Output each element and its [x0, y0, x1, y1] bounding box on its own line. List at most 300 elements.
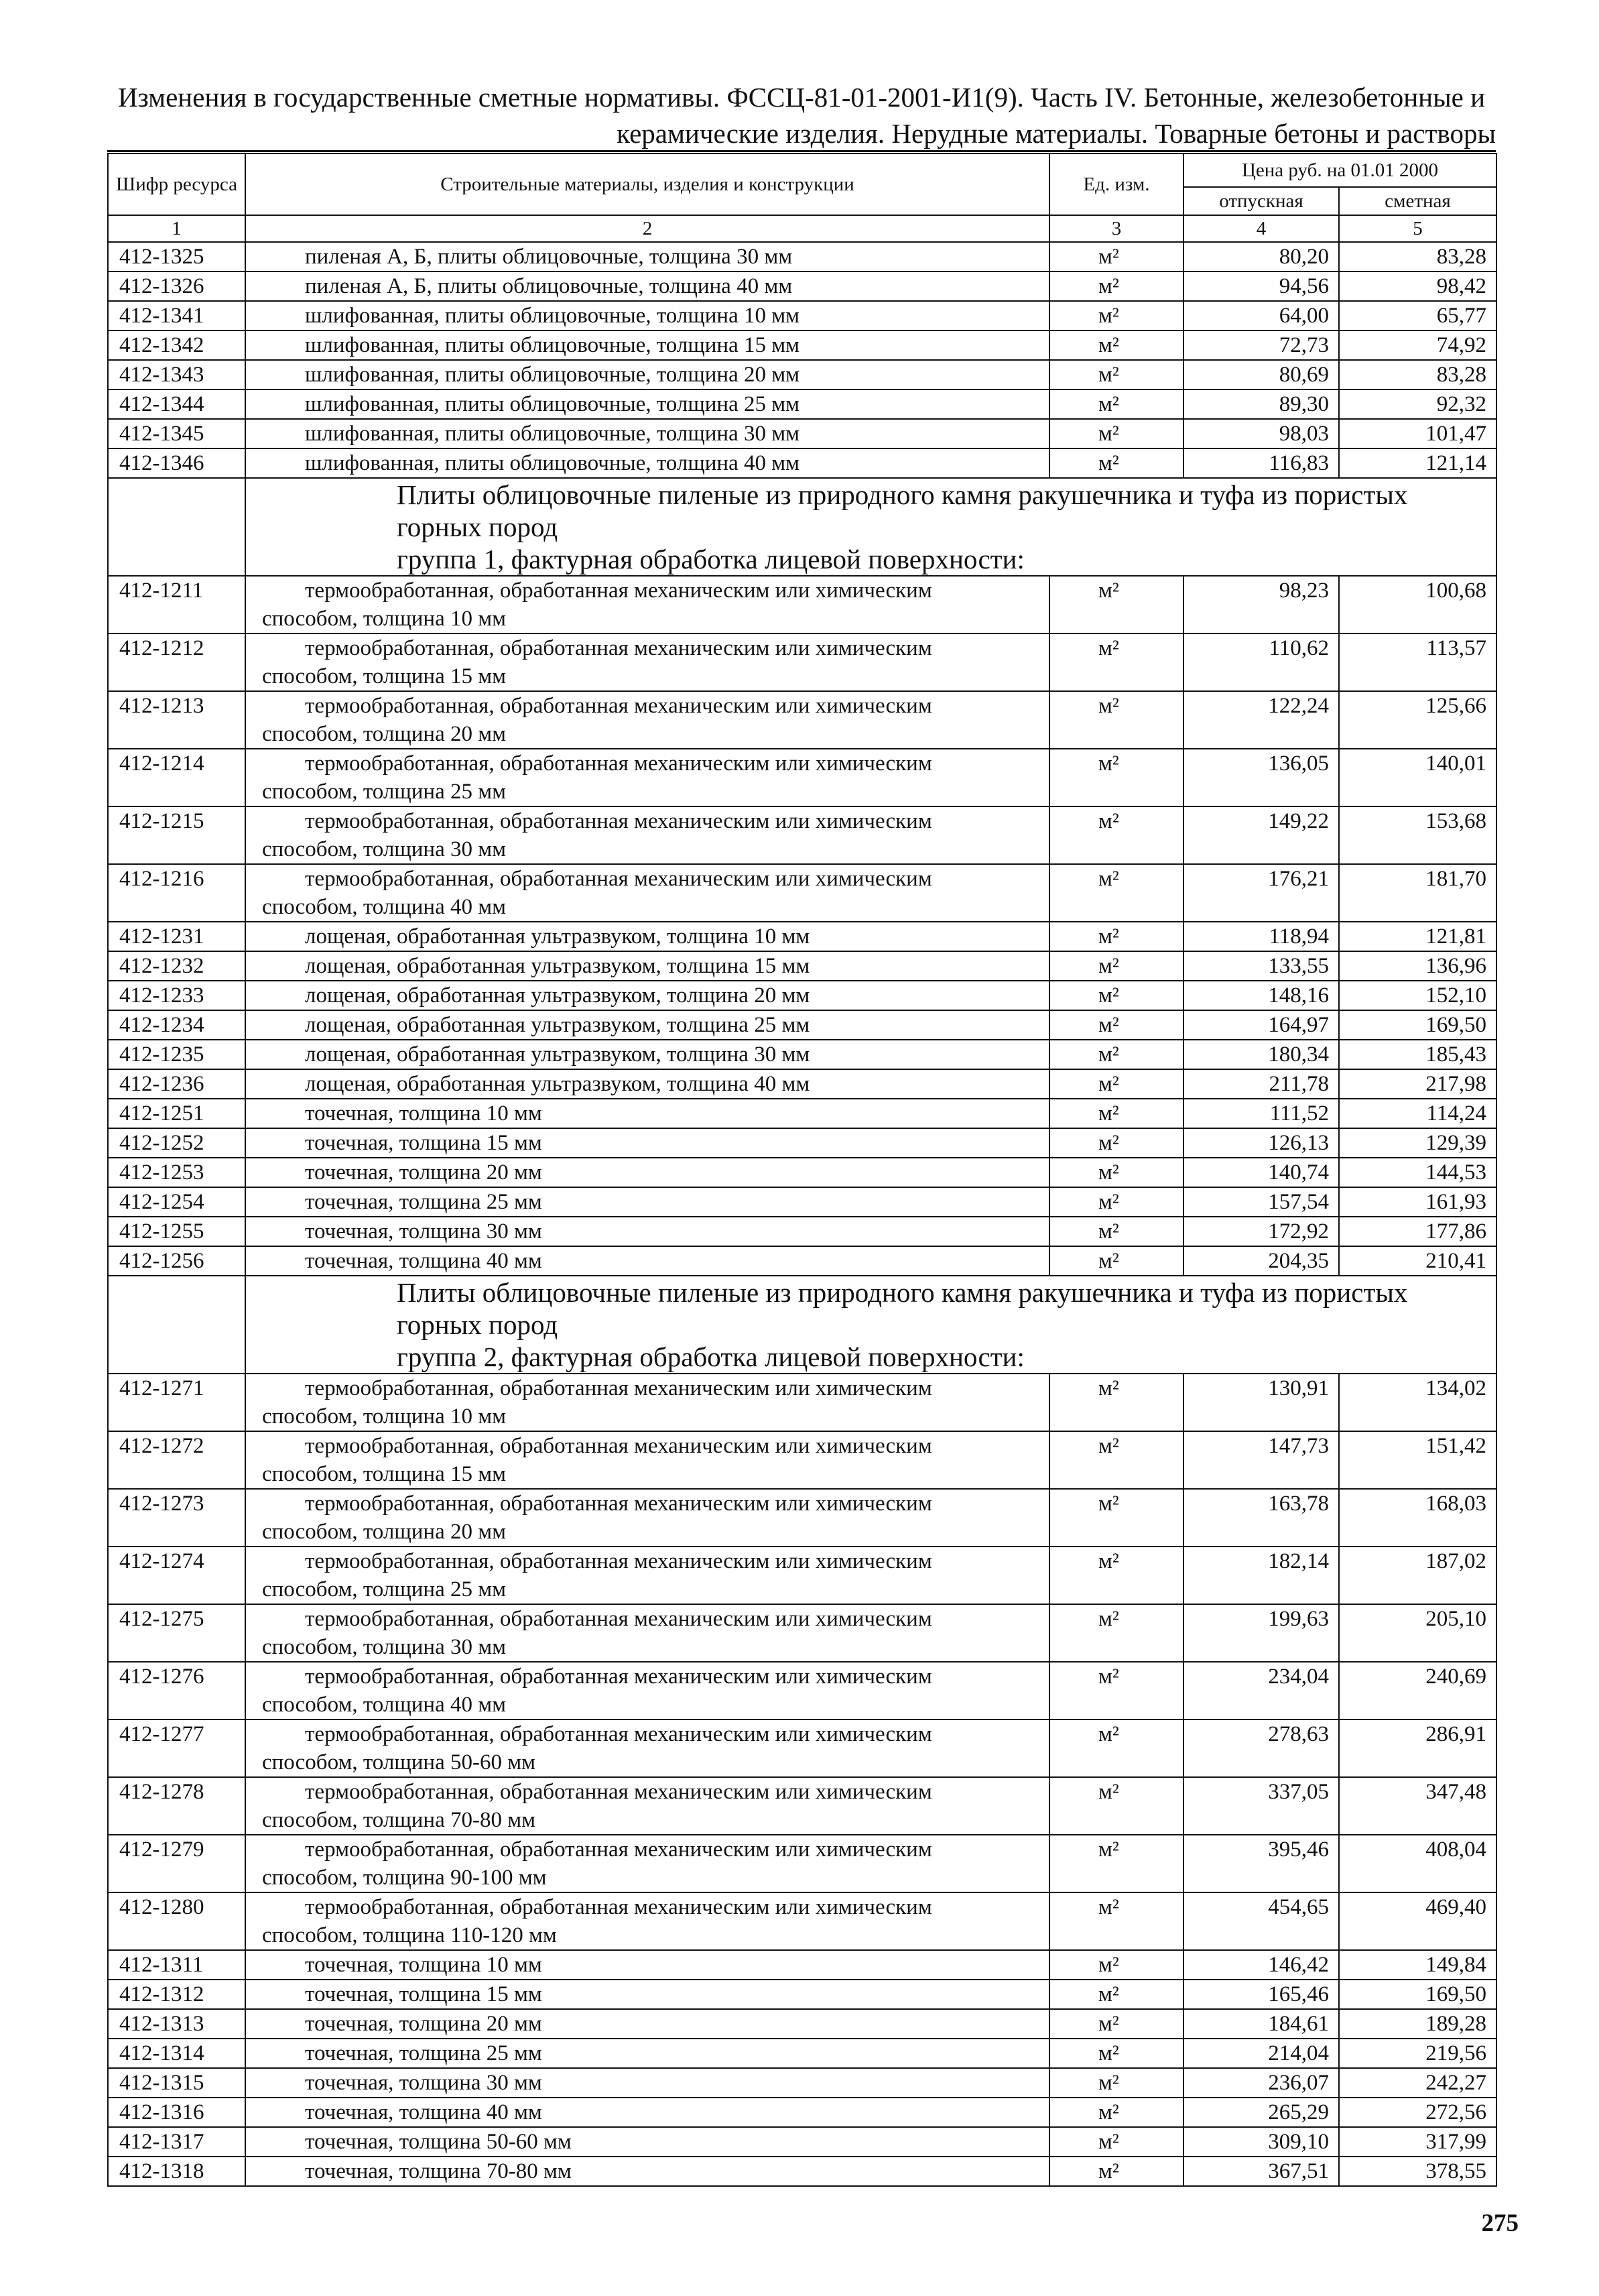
material-name-cell [245, 1099, 1049, 1128]
material-name: термообработанная, обработанная механическим или химическим [305, 1434, 932, 1458]
group-heading-line1: Плиты облицовочные пиленые из природного камня ракушечника и туфа из пористых горных пород [397, 479, 1408, 542]
material-name-cell [245, 1010, 1049, 1040]
material-name-cell [245, 2009, 1049, 2039]
table-row [108, 301, 1496, 330]
material-name: шлифованная, плиты облицовочные, толщина 25 мм [305, 392, 800, 416]
release-price: 454,65 [1184, 1892, 1339, 1950]
material-name: термообработанная, обработанная механическим или химическим [305, 1376, 932, 1400]
resource-code: 412-1315 [108, 2068, 245, 2098]
resource-code: 412-1277 [108, 1719, 245, 1777]
material-name: лощеная, обработанная ультразвуком, толщина 20 мм [305, 983, 810, 1008]
unit: м² [1049, 1777, 1184, 1835]
release-price: 236,07 [1184, 2068, 1339, 2098]
group-code-cell [108, 1276, 245, 1374]
material-name-cell [245, 1980, 1049, 2009]
release-price: 148,16 [1184, 981, 1339, 1010]
resource-code: 412-1278 [108, 1777, 245, 1835]
table-row [108, 2098, 1496, 2127]
release-price: 149,22 [1184, 806, 1339, 864]
release-price: 199,63 [1184, 1604, 1339, 1662]
table-section-a [108, 242, 1496, 478]
table-row [108, 2127, 1496, 2157]
unit: м² [1049, 1892, 1184, 1950]
release-price: 110,62 [1184, 633, 1339, 691]
release-price: 337,05 [1184, 1777, 1339, 1835]
unit: м² [1049, 951, 1184, 981]
material-name-cell [245, 389, 1049, 419]
material-name: термообработанная, обработанная механическим или химическим [305, 1607, 932, 1631]
unit: м² [1049, 2068, 1184, 2098]
release-price: 80,69 [1184, 360, 1339, 389]
material-name-cell [245, 1217, 1049, 1246]
material-name-continuation: способом, толщина 110-120 мм [262, 1923, 557, 1947]
column-number: 4 [1184, 215, 1339, 242]
release-price: 309,10 [1184, 2127, 1339, 2157]
material-name-cell [245, 864, 1049, 922]
table-row [108, 1010, 1496, 1040]
estimate-price: 185,43 [1339, 1040, 1496, 1069]
material-name: термообработанная, обработанная механическим или химическим [305, 809, 932, 833]
material-name-cell [245, 951, 1049, 981]
table-header [108, 154, 1496, 242]
resource-code: 412-1234 [108, 1010, 245, 1040]
material-name-cell [245, 448, 1049, 478]
resource-code: 412-1212 [108, 633, 245, 691]
table-row [108, 1547, 1496, 1604]
estimate-price: 469,40 [1339, 1892, 1496, 1950]
material-name-cell [245, 1892, 1049, 1950]
estimate-price: 240,69 [1339, 1662, 1496, 1719]
release-price: 80,20 [1184, 242, 1339, 271]
material-name: шлифованная, плиты облицовочные, толщина 20 мм [305, 363, 800, 387]
unit: м² [1049, 1010, 1184, 1040]
unit: м² [1049, 2127, 1184, 2157]
material-name: шлифованная, плиты облицовочные, толщина 10 мм [305, 304, 800, 328]
material-name-cell [245, 1950, 1049, 1980]
estimate-price: 92,32 [1339, 389, 1496, 419]
resource-code: 412-1215 [108, 806, 245, 864]
release-price: 395,46 [1184, 1835, 1339, 1892]
unit: м² [1049, 1662, 1184, 1719]
release-price: 157,54 [1184, 1187, 1339, 1217]
table-row [108, 922, 1496, 951]
unit: м² [1049, 1246, 1184, 1276]
estimate-price: 121,14 [1339, 448, 1496, 478]
unit: м² [1049, 806, 1184, 864]
estimate-price: 286,91 [1339, 1719, 1496, 1777]
material-name-continuation: способом, толщина 40 мм [262, 895, 506, 919]
material-name: термообработанная, обработанная механическим или химическим [305, 1722, 932, 1746]
resource-code: 412-1325 [108, 242, 245, 271]
estimate-price: 149,84 [1339, 1950, 1496, 1980]
table-row [108, 419, 1496, 448]
estimate-price: 144,53 [1339, 1158, 1496, 1187]
resource-code: 412-1318 [108, 2157, 245, 2186]
estimate-price: 168,03 [1339, 1489, 1496, 1547]
release-price: 136,05 [1184, 749, 1339, 806]
estimate-price: 121,81 [1339, 922, 1496, 951]
unit: м² [1049, 1187, 1184, 1217]
header-price: Цена руб. на 01.01 2000 [1184, 154, 1496, 187]
table-row [108, 1187, 1496, 1217]
unit: м² [1049, 691, 1184, 749]
group-heading-2 [108, 1276, 1496, 1374]
material-name: точечная, толщина 40 мм [305, 2100, 542, 2124]
estimate-price: 152,10 [1339, 981, 1496, 1010]
material-name: точечная, толщина 70-80 мм [305, 2159, 572, 2183]
material-name-continuation: способом, толщина 90-100 мм [262, 1866, 547, 1890]
estimate-price: 151,42 [1339, 1431, 1496, 1489]
group-heading-cell [245, 478, 1496, 576]
group-heading-line1: Плиты облицовочные пиленые из природного камня ракушечника и туфа из пористых горных пород [397, 1277, 1408, 1340]
unit: м² [1049, 1374, 1184, 1431]
material-name-cell [245, 1374, 1049, 1431]
table-row [108, 691, 1496, 749]
material-name: лощеная, обработанная ультразвуком, толщина 10 мм [305, 924, 810, 949]
resource-code: 412-1275 [108, 1604, 245, 1662]
material-name-cell [245, 301, 1049, 330]
header-release-price: отпускная [1184, 187, 1339, 215]
release-price: 182,14 [1184, 1547, 1339, 1604]
estimate-price: 205,10 [1339, 1604, 1496, 1662]
material-name: пиленая А, Б, плиты облицовочные, толщина 30 мм [305, 245, 793, 269]
estimate-price: 169,50 [1339, 1980, 1496, 2009]
release-price: 180,34 [1184, 1040, 1339, 1069]
header-rule [107, 150, 1496, 152]
material-name-continuation: способом, толщина 15 мм [262, 664, 506, 688]
material-name-continuation: способом, толщина 20 мм [262, 1520, 506, 1544]
unit: м² [1049, 242, 1184, 271]
resource-code: 412-1345 [108, 419, 245, 448]
table-row [108, 1489, 1496, 1547]
table-row [108, 1835, 1496, 1892]
group-heading-line2: группа 1, фактурная обработка лицевой поверхности: [397, 544, 1025, 575]
estimate-price: 98,42 [1339, 271, 1496, 301]
material-name-continuation: способом, толщина 25 мм [262, 1577, 506, 1602]
table-row [108, 1431, 1496, 1489]
unit: м² [1049, 1547, 1184, 1604]
unit: м² [1049, 271, 1184, 301]
material-name-cell [245, 1547, 1049, 1604]
resource-code: 412-1342 [108, 330, 245, 360]
table-row [108, 1374, 1496, 1431]
material-name: точечная, толщина 25 мм [305, 2041, 542, 2065]
resource-code: 412-1279 [108, 1835, 245, 1892]
page-header [107, 79, 1496, 152]
estimate-price: 169,50 [1339, 1010, 1496, 1040]
material-name-cell [245, 2157, 1049, 2186]
group-heading-line2: группа 2, фактурная обработка лицевой поверхности: [397, 1341, 1025, 1372]
table-row [108, 1950, 1496, 1980]
table-section-c [108, 922, 1496, 1276]
estimate-price: 187,02 [1339, 1547, 1496, 1604]
material-name-cell [245, 242, 1049, 271]
material-name: термообработанная, обработанная механическим или химическим [305, 1549, 932, 1573]
estimate-price: 83,28 [1339, 360, 1496, 389]
material-name: шлифованная, плиты облицовочные, толщина 30 мм [305, 422, 800, 446]
resource-code: 412-1341 [108, 301, 245, 330]
resource-code: 412-1252 [108, 1128, 245, 1158]
material-name-continuation: способом, толщина 30 мм [262, 1635, 506, 1659]
material-name-cell [245, 2098, 1049, 2127]
estimate-price: 114,24 [1339, 1099, 1496, 1128]
unit: м² [1049, 2098, 1184, 2127]
material-name: термообработанная, обработанная механическим или химическим [305, 1780, 932, 1804]
resource-code: 412-1213 [108, 691, 245, 749]
release-price: 118,94 [1184, 922, 1339, 951]
estimate-price: 65,77 [1339, 301, 1496, 330]
resource-code: 412-1211 [108, 576, 245, 633]
table-row [108, 2068, 1496, 2098]
column-numbers-row [108, 215, 1496, 242]
table-row [108, 2009, 1496, 2039]
unit: м² [1049, 448, 1184, 478]
table-row [108, 2157, 1496, 2186]
header-title-line1: Изменения в государственные сметные нормативы. ФССЦ-81-01-2001-И1(9). Часть IV. Бетонные, железобетонные и [117, 82, 1486, 113]
column-number: 1 [108, 215, 245, 242]
price-table [107, 153, 1497, 2187]
estimate-price: 181,70 [1339, 864, 1496, 922]
table-row [108, 1604, 1496, 1662]
group-heading-cell [245, 1276, 1496, 1374]
unit: м² [1049, 2039, 1184, 2068]
material-name-continuation: способом, толщина 10 мм [262, 607, 506, 631]
unit: м² [1049, 2157, 1184, 2186]
material-name-cell [245, 633, 1049, 691]
material-name-cell [245, 749, 1049, 806]
group-code-cell [108, 478, 245, 576]
resource-code: 412-1326 [108, 271, 245, 301]
header-name: Строительные материалы, изделия и конструкции [245, 154, 1049, 215]
unit: м² [1049, 1835, 1184, 1892]
unit: м² [1049, 2009, 1184, 2039]
material-name-cell [245, 1662, 1049, 1719]
release-price: 130,91 [1184, 1374, 1339, 1431]
unit: м² [1049, 360, 1184, 389]
material-name: лощеная, обработанная ультразвуком, толщина 15 мм [305, 954, 810, 978]
release-price: 98,23 [1184, 576, 1339, 633]
material-name: точечная, толщина 10 мм [305, 1953, 542, 1977]
table-row [108, 1980, 1496, 2009]
group-heading-1 [108, 478, 1496, 576]
unit: м² [1049, 1099, 1184, 1128]
unit: м² [1049, 1431, 1184, 1489]
resource-code: 412-1343 [108, 360, 245, 389]
material-name-continuation: способом, толщина 10 мм [262, 1404, 506, 1429]
resource-code: 412-1346 [108, 448, 245, 478]
material-name: шлифованная, плиты облицовочные, толщина 40 мм [305, 451, 800, 475]
table-section-d [108, 1374, 1496, 1950]
material-name-cell [245, 691, 1049, 749]
material-name-cell [245, 1040, 1049, 1069]
unit: м² [1049, 1604, 1184, 1662]
release-price: 367,51 [1184, 2157, 1339, 2186]
estimate-price: 189,28 [1339, 2009, 1496, 2039]
table-row [108, 1128, 1496, 1158]
estimate-price: 129,39 [1339, 1128, 1496, 1158]
resource-code: 412-1253 [108, 1158, 245, 1187]
material-name: точечная, толщина 25 мм [305, 1190, 542, 1214]
resource-code: 412-1214 [108, 749, 245, 806]
resource-code: 412-1254 [108, 1187, 245, 1217]
table-row [108, 981, 1496, 1010]
release-price: 163,78 [1184, 1489, 1339, 1547]
material-name-cell [245, 2127, 1049, 2157]
material-name: термообработанная, обработанная механическим или химическим [305, 751, 932, 776]
material-name-cell [245, 1719, 1049, 1777]
unit: м² [1049, 1950, 1184, 1980]
table-row [108, 951, 1496, 981]
release-price: 64,00 [1184, 301, 1339, 330]
unit: м² [1049, 1980, 1184, 2009]
release-price: 204,35 [1184, 1246, 1339, 1276]
table-row [108, 1158, 1496, 1187]
unit: м² [1049, 922, 1184, 951]
release-price: 147,73 [1184, 1431, 1339, 1489]
table-row [108, 1069, 1496, 1099]
material-name: термообработанная, обработанная механическим или химическим [305, 1837, 932, 1862]
material-name-continuation: способом, толщина 30 мм [262, 837, 506, 861]
material-name-cell [245, 1777, 1049, 1835]
material-name: термообработанная, обработанная механическим или химическим [305, 1492, 932, 1516]
table-row [108, 271, 1496, 301]
resource-code: 412-1255 [108, 1217, 245, 1246]
release-price: 72,73 [1184, 330, 1339, 360]
material-name-cell [245, 1187, 1049, 1217]
table-row [108, 1099, 1496, 1128]
table-row [108, 2039, 1496, 2068]
release-price: 133,55 [1184, 951, 1339, 981]
estimate-price: 217,98 [1339, 1069, 1496, 1099]
release-price: 278,63 [1184, 1719, 1339, 1777]
unit: м² [1049, 576, 1184, 633]
material-name: термообработанная, обработанная механическим или химическим [305, 636, 932, 660]
table-row [108, 1040, 1496, 1069]
material-name-cell [245, 2068, 1049, 2098]
resource-code: 412-1216 [108, 864, 245, 922]
column-number: 3 [1049, 215, 1184, 242]
material-name: термообработанная, обработанная механическим или химическим [305, 867, 932, 891]
estimate-price: 83,28 [1339, 242, 1496, 271]
table-row [108, 806, 1496, 864]
material-name: лощеная, обработанная ультразвуком, толщина 30 мм [305, 1042, 810, 1067]
table-row [108, 576, 1496, 633]
table-row [108, 1217, 1496, 1246]
resource-code: 412-1272 [108, 1431, 245, 1489]
material-name-cell [245, 1489, 1049, 1547]
material-name: термообработанная, обработанная механическим или химическим [305, 694, 932, 718]
unit: м² [1049, 864, 1184, 922]
material-name: точечная, толщина 15 мм [305, 1131, 542, 1155]
table-row [108, 330, 1496, 360]
material-name: термообработанная, обработанная механическим или химическим [305, 579, 932, 603]
release-price: 164,97 [1184, 1010, 1339, 1040]
resource-code: 412-1273 [108, 1489, 245, 1547]
estimate-price: 378,55 [1339, 2157, 1496, 2186]
resource-code: 412-1280 [108, 1892, 245, 1950]
estimate-price: 100,68 [1339, 576, 1496, 633]
material-name-continuation: способом, толщина 50-60 мм [262, 1750, 535, 1774]
material-name-cell [245, 1246, 1049, 1276]
material-name: термообработанная, обработанная механическим или химическим [305, 1895, 932, 1919]
material-name-cell [245, 271, 1049, 301]
resource-code: 412-1251 [108, 1099, 245, 1128]
table-row [108, 242, 1496, 271]
material-name-continuation: способом, толщина 20 мм [262, 722, 506, 746]
release-price: 116,83 [1184, 448, 1339, 478]
estimate-price: 140,01 [1339, 749, 1496, 806]
estimate-price: 347,48 [1339, 1777, 1496, 1835]
unit: м² [1049, 1217, 1184, 1246]
estimate-price: 161,93 [1339, 1187, 1496, 1217]
material-name: точечная, толщина 30 мм [305, 1219, 542, 1244]
material-name-cell [245, 1158, 1049, 1187]
material-name: точечная, толщина 15 мм [305, 1982, 542, 2006]
column-number: 5 [1339, 215, 1496, 242]
unit: м² [1049, 1069, 1184, 1099]
table-section-e [108, 1950, 1496, 2186]
material-name-continuation: способом, толщина 40 мм [262, 1693, 506, 1717]
resource-code: 412-1344 [108, 389, 245, 419]
estimate-price: 134,02 [1339, 1374, 1496, 1431]
resource-code: 412-1316 [108, 2098, 245, 2127]
release-price: 89,30 [1184, 389, 1339, 419]
table-row [108, 448, 1496, 478]
release-price: 140,74 [1184, 1158, 1339, 1187]
unit: м² [1049, 330, 1184, 360]
release-price: 172,92 [1184, 1217, 1339, 1246]
estimate-price: 113,57 [1339, 633, 1496, 691]
header-unit: Ед. изм. [1049, 154, 1184, 215]
header-code: Шифр ресурса [108, 154, 245, 215]
unit: м² [1049, 1719, 1184, 1777]
material-name-cell [245, 981, 1049, 1010]
release-price: 211,78 [1184, 1069, 1339, 1099]
table-row [108, 1719, 1496, 1777]
header-estimate-price: сметная [1339, 187, 1496, 215]
estimate-price: 210,41 [1339, 1246, 1496, 1276]
material-name: точечная, толщина 50-60 мм [305, 2130, 572, 2154]
material-name: точечная, толщина 20 мм [305, 2012, 542, 2036]
estimate-price: 125,66 [1339, 691, 1496, 749]
estimate-price: 317,99 [1339, 2127, 1496, 2157]
unit: м² [1049, 981, 1184, 1010]
table-row [108, 633, 1496, 691]
material-name: лощеная, обработанная ультразвуком, толщина 40 мм [305, 1072, 810, 1096]
resource-code: 412-1271 [108, 1374, 245, 1431]
material-name-cell [245, 1431, 1049, 1489]
release-price: 234,04 [1184, 1662, 1339, 1719]
material-name-cell [245, 1835, 1049, 1892]
column-number: 2 [245, 215, 1049, 242]
material-name-cell [245, 360, 1049, 389]
resource-code: 412-1276 [108, 1662, 245, 1719]
header-title-line2: керамические изделия. Нерудные материалы. Товарные бетоны и растворы [617, 118, 1496, 149]
material-name-cell [245, 922, 1049, 951]
estimate-price: 153,68 [1339, 806, 1496, 864]
release-price: 184,61 [1184, 2009, 1339, 2039]
table-section-b [108, 576, 1496, 922]
estimate-price: 272,56 [1339, 2098, 1496, 2127]
unit: м² [1049, 1489, 1184, 1547]
resource-code: 412-1312 [108, 1980, 245, 2009]
material-name-continuation: способом, толщина 70-80 мм [262, 1808, 535, 1832]
material-name-cell [245, 419, 1049, 448]
estimate-price: 408,04 [1339, 1835, 1496, 1892]
material-name-cell [245, 1604, 1049, 1662]
resource-code: 412-1236 [108, 1069, 245, 1099]
table-row [108, 1246, 1496, 1276]
